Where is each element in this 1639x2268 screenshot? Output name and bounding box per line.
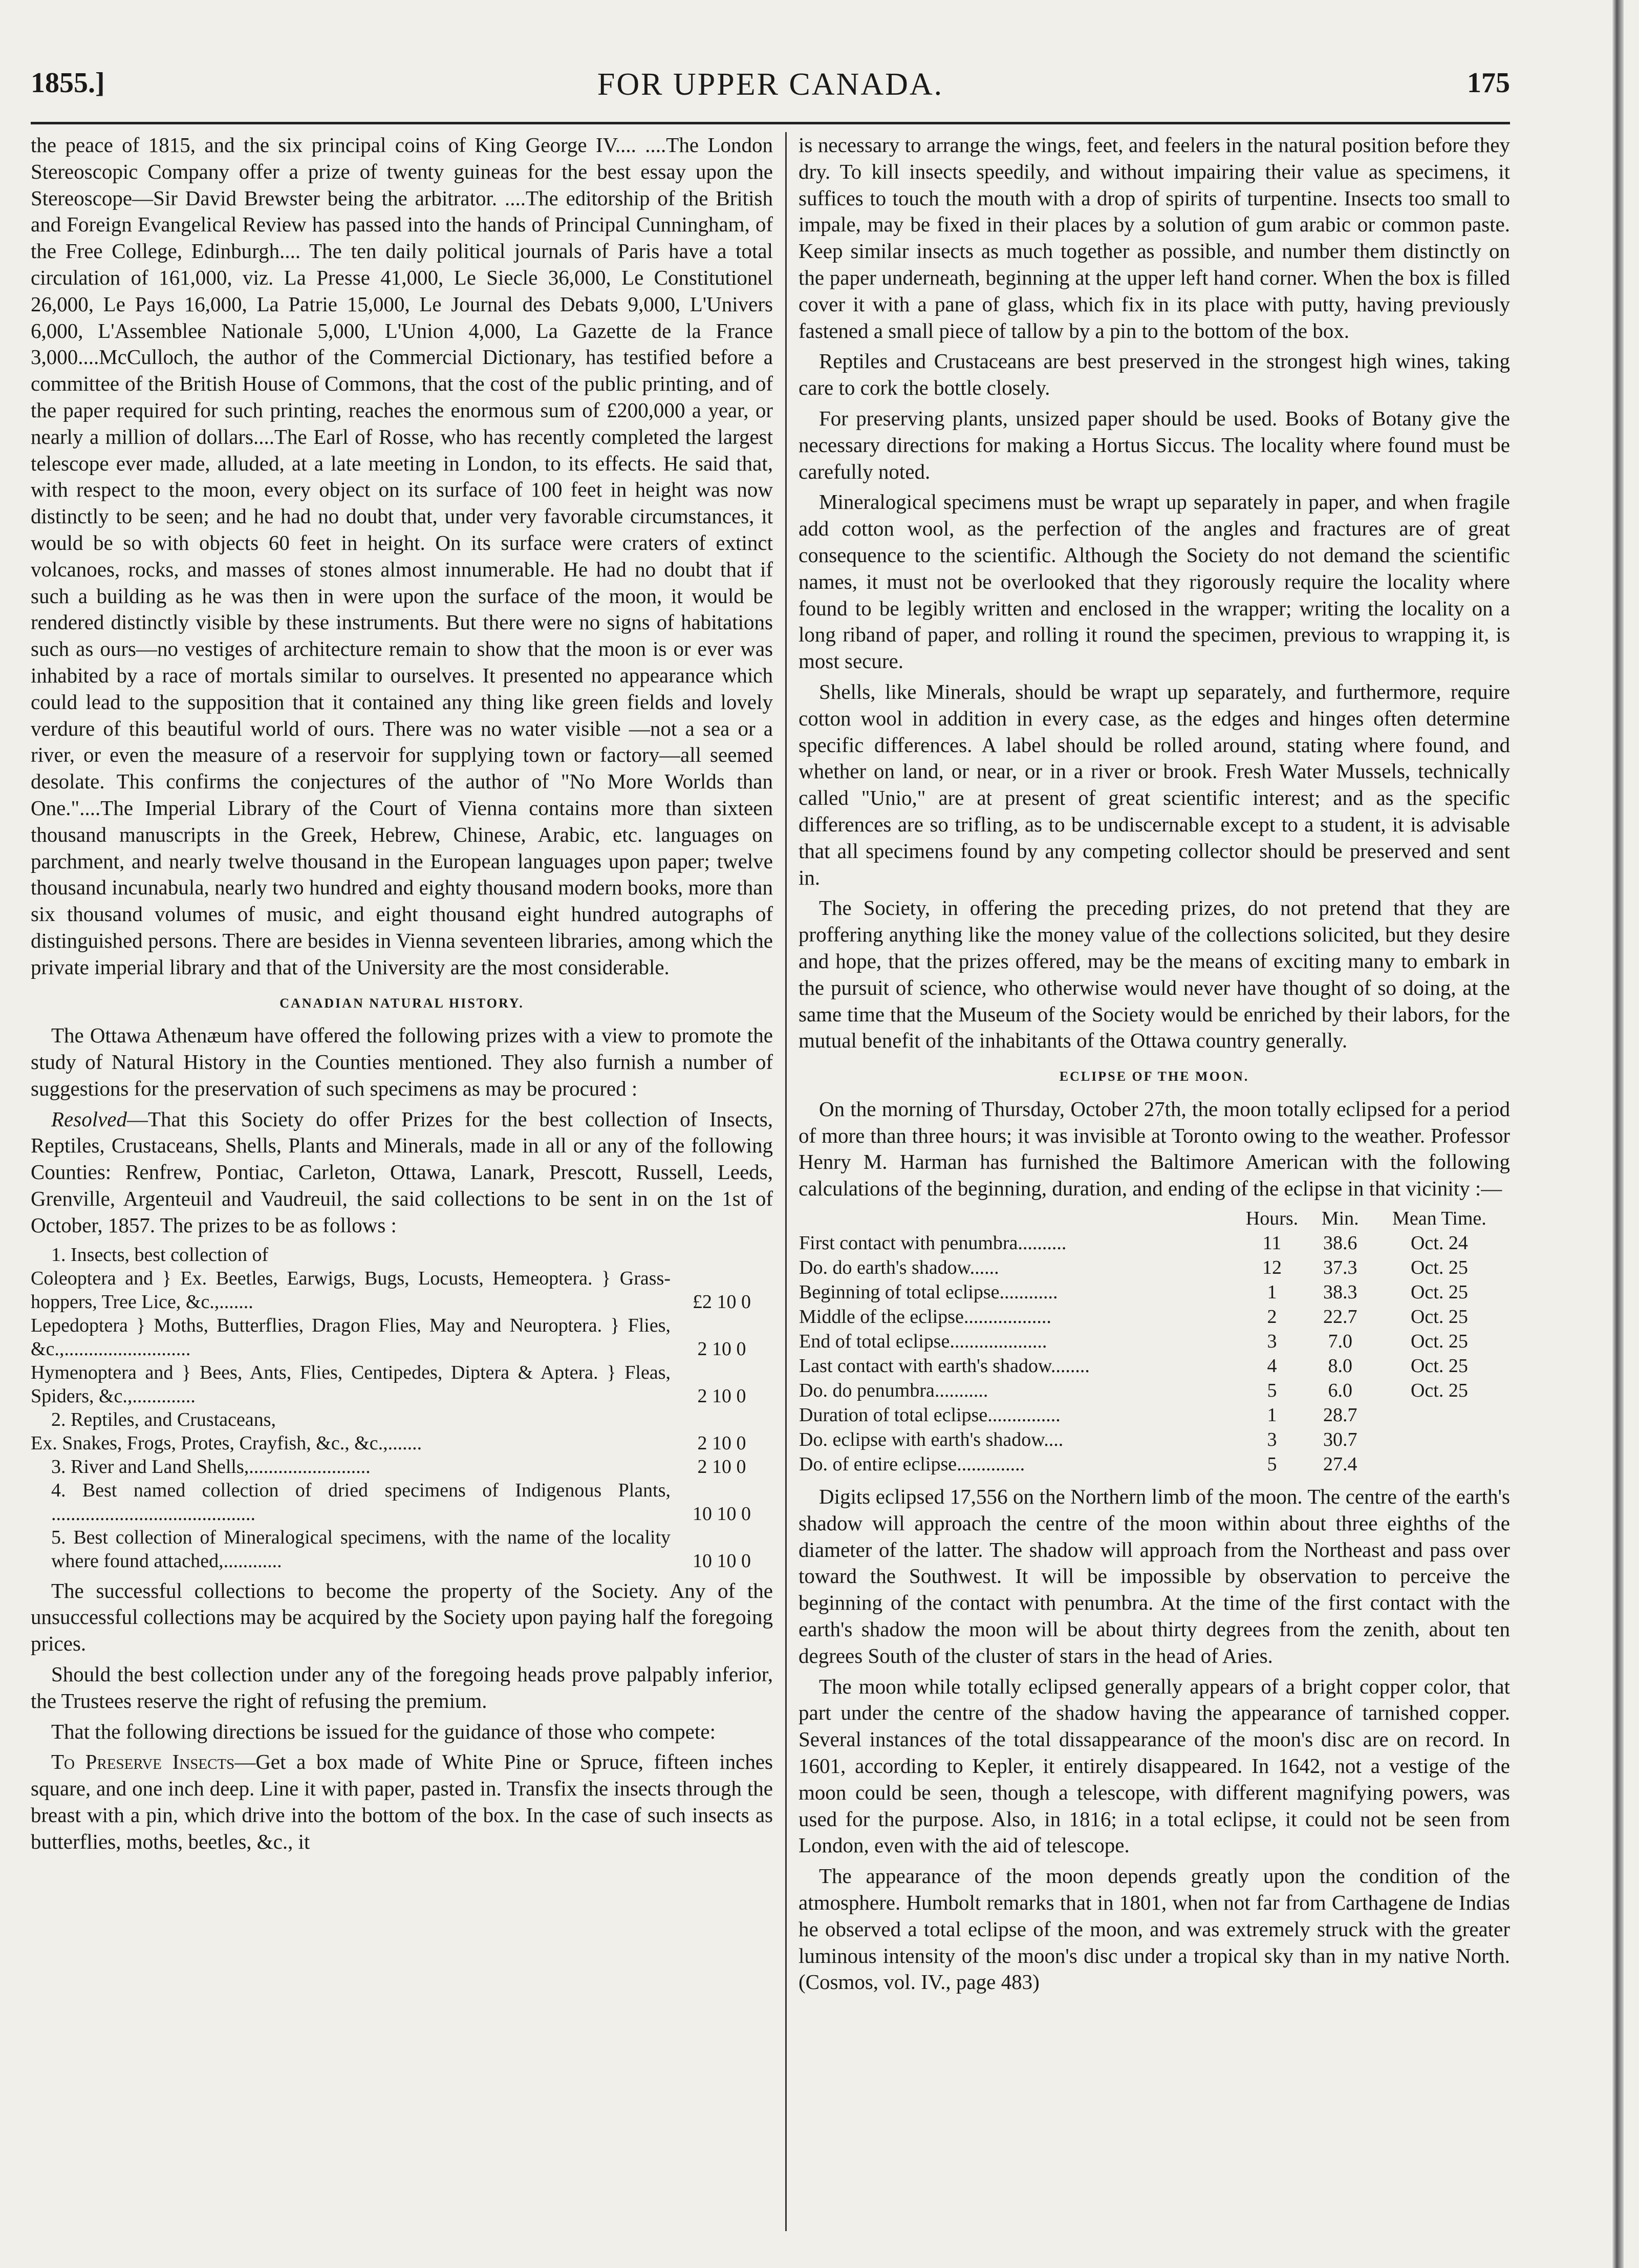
left-column: [31, 132, 773, 1859]
society-paragraph: The Society, in offering the preceding prizes, do not pretend that they are proffering anything like the money value of the collections solicited, but they desire and hope, that the prizes offered, may be the means of exciting many to embark in the pursuit of science, who otherwise would never have thought of so doing, at the same time that the Museum of the Society would be enriched by their labors, for the mutual benefit of the inhabitants of the Ottawa country generally.: [799, 896, 1510, 1053]
resolved-paragraph: [31, 1106, 773, 1239]
resolved-text: —That this Society do offer Prizes for the best collection of Insects, Reptiles, Crustaceans, Shells, Plants and Minerals, made in all or any of the following Counties: Renfrew, Pontiac, Carleton, Ottawa, Lanark, Prescott, Russell, Leeds, Grenville, Argenteuil and Vaudreuil, the said collections to be sent in on the 1st of October, 1857. The prizes to be as follows :: [31, 1107, 773, 1237]
copper-color-paragraph: The moon while totally eclipsed generally appears of a bright copper color, that part under the centre of the shadow having the appearance of tarnished copper. Several instances of the total dissappearance of the moon's disc are on record. In 1601, according to Kepler, it entirely disappeared. In 1642, not a vestige of the moon could be seen, though a telescope, with different magnifying powers, was used for the purpose. Also, in 1816; in a total eclipse, it could not be seen from London, even with the aid of telescope.: [799, 1674, 1510, 1857]
table-row: Do. eclipse with earth's shadow.... 3 30.7: [799, 1429, 1357, 1451]
successful-paragraph: The successful collections to become the property of the Society. Any of the unsuccessful collections may be acquired by the Society upon paying half the foregoing prices.: [31, 1578, 773, 1656]
minerals-paragraph: Mineralogical specimens must be wrapt up separately in paper, and when fragile add cotton wool, as the perfection of the angles and fractures are of great consequence to the scientific. Although the Society do not demand the scientific names, it must not be overlooked that they rigorously require the locality where found to be legibly written and enclosed in the wrapper; writing the locality on a long riband of paper, and rolling it round the specimen, previous to wrapping it, is most secure.: [799, 490, 1510, 673]
section-heading-natural-history: CANADIAN NATURAL HISTORY.: [279, 995, 524, 1011]
right-column: [799, 132, 1510, 2000]
page-header: [31, 67, 1510, 118]
should-paragraph: Should the best collection under any of the foregoing heads prove palpably inferior, the Trustees reserve the right of refusing the premium.: [31, 1662, 773, 1713]
humbolt-paragraph: The appearance of the moon depends greatly upon the condition of the atmosphere. Humbolt remarks that in 1801, when not far from Carthagene de Indias he observed a total eclipse of the moon, and was extremely struck with the greater luminous intensity of the moon's disc under a tropical sky than in my native North. (Cosmos, vol. IV., page 483): [799, 1864, 1510, 1994]
header-rule: [31, 122, 1510, 124]
prize-row: Hymenoptera and } Bees, Ants, Flies, Centipedes, Diptera & Aptera. } Fleas, Spiders, &c.,............. 2 10 0: [31, 1361, 746, 1407]
header-year: 1855.]: [31, 67, 105, 99]
column-divider: [785, 132, 787, 2231]
news-paragraph: the peace of 1815, and the six principal coins of King George IV.... ....The London Stereoscopic Company offer a prize of twenty guineas for the best essay upon the Stereoscope—Sir David Brewster being the arbitrator. ....The editorship of the British and Foreign Evangelical Review has passed into the hands of Principal Cunningham, of the Free College, Edinburgh.... The ten daily political journals of Paris have a total circulation of 161,000, viz. La Presse 41,000, Le Siecle 36,000, Le Constitutionel 26,000, Le Pays 16,000, La Patrie 15,000, Le Journal des Debats 9,000, L'Univers 6,000, L'Assemblee Nationale 5,000, L'Union 4,000, La Gazette de la France 3,000....McCulloch, the author of the Commercial Dictionary, has testified before a committee of the British House of Commons, that the cost of the public printing, and of the paper required for such printing, reaches the enormous sum of £200,000 a year, or nearly a million of dollars....The Earl of Rosse, who has recently completed the largest telescope ever made, alluded, at a late meeting in London, to its effects. He said that, with respect to the moon, every object on its surface of 100 feet in height was now distinctly to be seen; and he had no doubt that, under very favorable circumstances, it would be so with objects 60 feet in height. On its surface were craters of extinct volcanoes, rocks, and masses of stones almost innumerable. He had no doubt that if such a building as he was then in were upon the surface of the moon, it would be rendered distinctly visible by these instruments. But there were no signs of habitations such as ours—no vestiges of architecture remain to show that the moon is or ever was inhabited by a race of mortals similar to ourselves. It presented no appearance which could lead to the supposition that it contained any thing like green fields and lovely verdure of this beautiful world of ours. There was no water visible —not a sea or a river, or even the measure of a reservoir for supplying town or factory—all seemed desolate. This confirms the conjectures of the author of "No More Worlds than One."....The Imperial Library of the Court of Vienna contains more than sixteen thousand manuscripts in the Greek, Hebrew, Chinese, Arabic, etc. languages on parchment, and nearly twelve thousand in the European languages upon paper; twelve thousand incunabula, nearly two hundred and eighty thousand modern books, more than six thousand volumes of music, and eight thousand eight hundred autographs of distinguished persons. There are besides in Vienna seventeen libraries, among which the private imperial library and that of the University are the most considerable.: [31, 133, 773, 979]
prize-row: 5. Best collection of Mineralogical specimens, with the name of the locality where found attached,............ 10 10 0: [51, 1526, 751, 1572]
preserve-insects-text: —Get a box made of White Pine or Spruce, fifteen inches square, and one inch deep. Line it with paper, pasted in. Transfix the insects through the breast with a pin, which drive into the bottom of the box. In the case of such insects as butterflies, moths, beetles, &c., it: [31, 1750, 773, 1853]
prize-row: 1. Insects, best collection of: [51, 1244, 269, 1266]
shells-paragraph: Shells, like Minerals, should be wrapt up separately, and furthermore, require cotton wool in addition in every case, as the edges and hinges often determine specific differences. A label should be rolled around, stating where found, and whether on land, or near, or in a river or brook. Fresh Water Mussels, technically called "Unio," are at present of great scientific interest; and as the specific differences are so trifling, as to be undiscernable except to a student, it is advisable that all specimens found by any competing collector should be preserved and sent in.: [799, 679, 1510, 889]
section-heading-eclipse: ECLIPSE OF THE MOON.: [1059, 1069, 1249, 1084]
table-row: Do. do penumbra........... 5 6.0 Oct. 25: [799, 1380, 1468, 1402]
table-row: End of total eclipse.................... 3 7.0 Oct. 25: [799, 1331, 1468, 1353]
prize-row: Coleoptera and } Ex. Beetles, Earwigs, Bugs, Locusts, Hemeoptera. } Grass-hoppers, Tree Lice, &c.,....... £2 10 0: [31, 1267, 751, 1313]
table-row: Middle of the eclipse.................. 2 22.7 Oct. 25: [799, 1306, 1468, 1328]
digits-paragraph: Digits eclipsed 17,556 on the Northern limb of the moon. The centre of the earth's shadow will approach the centre of the moon within about three eighths of the diameter of the latter. The shadow will approach from the Northeast and pass over toward the Southwest. It will be impossible by observation to perceive the beginning of the contact with penumbra. At the time of the first contact with the earth's shadow the moon will be about thirty degrees from the zenith, about ten degrees South of the cluster of stars in the head of Aries.: [799, 1485, 1510, 1667]
header-title: FOR UPPER CANADA.: [597, 67, 944, 102]
prize-list: [31, 1243, 773, 1573]
preserve-insects-label: To Preserve Insects: [51, 1750, 235, 1774]
table-row: Do. do earth's shadow...... 12 37.3 Oct. 25: [799, 1257, 1468, 1279]
intro-paragraph: The Ottawa Athenæum have offered the following prizes with a view to promote the study of Natural History in the Counties mentioned. They also furnish a number of suggestions for the preservation of such specimens as may be procured :: [31, 1023, 773, 1100]
plants-paragraph: For preserving plants, unsized paper should be used. Books of Botany give the necessary directions for making a Hortus Siccus. The locality where found must be carefully noted.: [799, 406, 1510, 483]
prize-row: 3. River and Land Shells,......................... 2 10 0: [51, 1456, 746, 1478]
table-row: Last contact with earth's shadow........ 4 8.0 Oct. 25: [799, 1355, 1468, 1377]
table-row: Beginning of total eclipse............ 1 38.3 Oct. 25: [799, 1281, 1468, 1303]
table-row: Do. of entire eclipse.............. 5 27.4: [799, 1453, 1357, 1475]
eclipse-intro-paragraph: On the morning of Thursday, October 27th, the moon totally eclipsed for a period of more than three hours; it was invisible at Toronto owing to the weather. Professor Henry M. Harman has furnished the Baltimore American with the following calculations of the beginning, duration, and ending of the eclipse in that vicinity :—: [799, 1097, 1510, 1201]
table-row: Duration of total eclipse............... 1 28.7: [799, 1404, 1357, 1426]
prize-row: Lepedoptera } Moths, Butterflies, Dragon Flies, May and Neuroptera. } Flies, &c.,.......................... 2 10 0: [31, 1314, 746, 1360]
prize-row: Ex. Snakes, Frogs, Protes, Crayfish, &c., &c.,....... 2 10 0: [31, 1432, 746, 1454]
eclipse-table: [799, 1206, 1510, 1477]
eclipse-table-header: Hours. Min. Mean Time.: [1245, 1208, 1486, 1230]
prize-row: 2. Reptiles, and Crustaceans,: [51, 1408, 276, 1430]
insects-continued-paragraph: is necessary to arrange the wings, feet, and feelers in the natural position before they dry. To kill insects speedily, and without impairing their value as specimens, it suffices to touch the mouth with a drop of spirits of turpentine. Insects too small to impale, may be fixed in their places by a solution of gum arabic or common paste. Keep similar insects as much together as possible, and number them distinctly on the paper underneath, beginning at the upper left hand corner. When the box is filled cover it with a pane of glass, which fix in its place with putty, having previously fastened a small piece of tallow by a pin to the bottom of the box.: [799, 133, 1510, 343]
resolved-label: Resolved: [51, 1107, 127, 1131]
preserve-insects-paragraph: [31, 1749, 773, 1855]
directions-paragraph: That the following directions be issued for the guidance of those who compete:: [51, 1719, 716, 1743]
page-edge-binding: [1612, 0, 1624, 2268]
page-number: 175: [1467, 67, 1510, 99]
prize-row: 4. Best named collection of dried specimens of Indigenous Plants, .......................................... 10 10 0: [51, 1479, 751, 1525]
table-row: First contact with penumbra.......... 11 38.6 Oct. 24: [799, 1232, 1468, 1254]
reptiles-paragraph: Reptiles and Crustaceans are best preserved in the strongest high wines, taking care to cork the bottle closely.: [799, 349, 1510, 400]
